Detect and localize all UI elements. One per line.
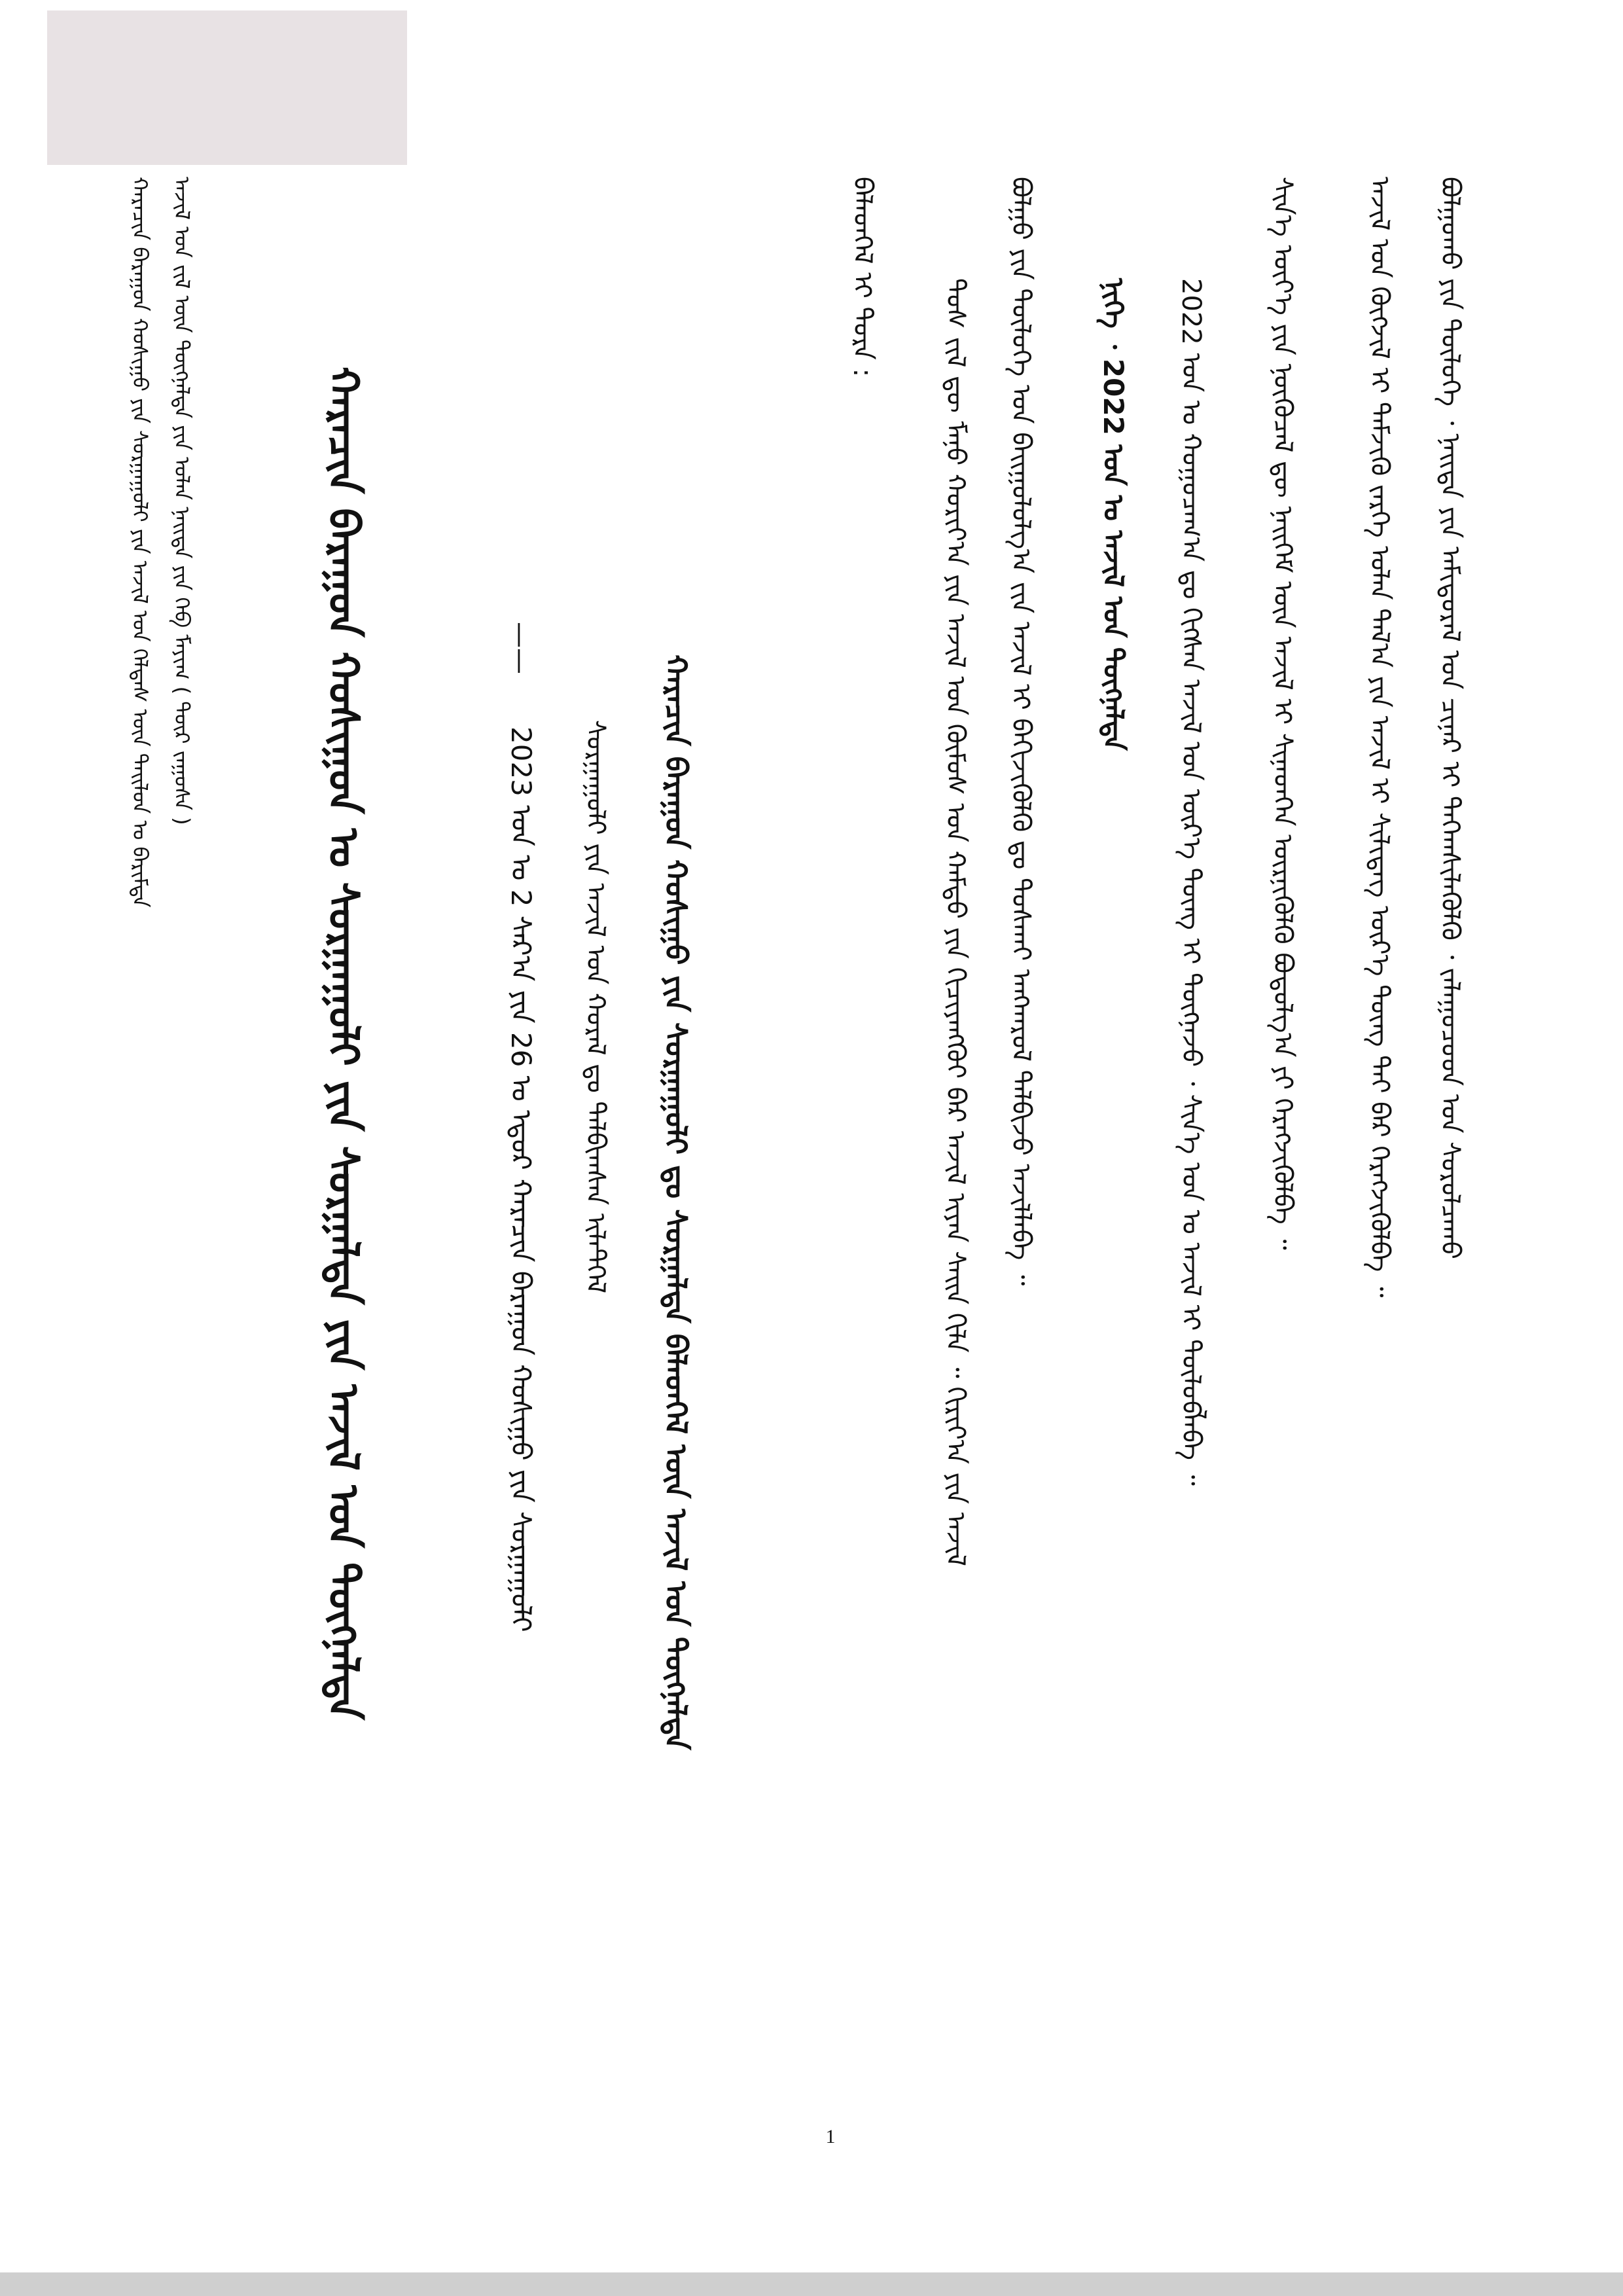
paragraph-1-line-4: 2022 ᠣᠨ ᠤ ᠬᠤᠭᠤᠴᠠᠭ᠎ᠠ ᠳᠤ ᠬᠢᠭᠰᠡᠨ ᠠᠵᠢᠯ ᠤᠨ ᠦᠷ᠎ᠡ ᠳᠦᠩ ᠢ ᠳᠦᠭᠨᠡᠵᠦ ᠂ ᠰᠢᠨ᠎ᠡ ᠣᠨ ᠤ ᠠᠵᠢᠯ ᠢ ᠲᠥᠯᠥᠪᠯᠡᠪᠡ ᠃	[1176, 278, 1206, 1486]
footer-line-1: ᠠᠵᠢᠯ ᠤᠨ ᠵᠢᠯ ᠦᠨ ᠳᠦᠭᠨᠡᠯᠲᠡ ᠶᠢᠨ ᠣᠯᠠᠨ ᠨᠡᠢᠲᠡ ᠶᠢᠨ ᠬᠡᠪ ᠮᠠᠶᠢᠭ ( ᠲᠦᠷ ᠵᠠᠭᠤᠰᠠ )	[169, 177, 194, 825]
viewer-bottom-bar	[0, 2272, 1623, 2296]
main-title: ᠬᠠᠷᠠᠴᠢᠨ ᠪᠠᠷᠠᠭᠤᠨ ᠬᠣᠰᠢᠭᠤᠨ ᠤ ᠰᠤᠷᠭᠠᠭᠤᠯᠢ ᠶᠢᠨ ᠰᠤᠷᠭᠠᠯᠲᠠ ᠶᠢᠨ ᠠᠵᠢᠯ ᠤᠨ ᠳᠦᠭᠨᠡᠯᠲᠡ	[319, 367, 367, 1720]
footer-line-2: ᠬᠠᠷᠠᠴᠢᠨ ᠪᠠᠷᠠᠭᠤᠨ ᠬᠣᠰᠢᠭᠤ ᠶᠢᠨ ᠰᠤᠷᠭᠠᠭᠤᠯᠢ ᠶᠢᠨ ᠠᠵᠢᠯ ᠤᠨ ᠬᠡᠯᠲᠡᠰ ᠦᠨ ᠲᠠᠢᠯᠤᠨ ᠤ ᠪᠠᠷᠢᠮᠲᠠ	[128, 177, 152, 908]
header-redaction-block	[47, 10, 407, 165]
paragraph-1-line-3: ᠰᠢᠨ᠎ᠡ ᠦᠶ᠎ᠡ ᠶᠢᠨ ᠨᠥᠬᠦᠴᠡᠯ ᠳᠦ ᠨᠡᠢᠭᠡᠮ ᠦᠨ ᠠᠵᠢᠯ ᠢ ᠰᠢᠨᠡᠳᠬᠡᠨ ᠥᠷᠨᠢᠭᠦᠯᠬᠦ ᠪᠣᠳᠤᠯᠭ᠎ᠠ ᠶᠢ ᠬᠡᠷᠡᠭᠵᠢᠭᠦᠯᠪᠡ ᠃	[1268, 177, 1298, 1250]
section-subheading: ᠨᠢᠭᠡ ᠂ 2022 ᠣᠨ ᠤ ᠠᠵᠢᠯ ᠤᠨ ᠳᠦᠭᠨᠡᠯᠲᠡ	[1097, 278, 1130, 751]
report-date-dash: ——	[505, 622, 535, 674]
paragraph-2-line-1: ᠪᠣᠯᠭᠤ ᠶᠢᠨ ᠲᠥᠯᠥᠭᠡ ᠤᠨ ᠪᠠᠢᠭᠤᠯᠤᠯᠭ᠎ᠠ ᠵᠢᠨ ᠠᠵᠢᠯ ᠢ ᠪᠡᠬᠢᠵᠢᠭᠦᠯᠬᠦ ᠳᠤ ᠲᠤᠰᠬᠠᠢ ᠠᠩᠬᠠᠷᠤᠯ ᠲᠠᠯᠪᠢᠵᠤ ᠠᠵᠢᠯᠯᠠᠪᠠ ᠃	[1006, 177, 1036, 1286]
page-number: 1	[825, 2126, 836, 2147]
paragraph-1-line-1: ᠪᠤᠯᠭᠤᠬᠤ ᠶᠢᠨ ᠲᠥᠯᠥᠭᠡ ᠂ ᠨᠡᠢᠲᠡ ᠶᠢᠨ ᠠᠮᠢᠳᠤᠷᠠᠯ ᠤᠨ ᠴᠢᠨᠠᠷ ᠢ ᠳᠡᠭᠡᠭ᠍ᠰᠢᠯᠡᠭᠦᠯᠬᠦ ᠂ ᠵᠠᠯᠠᠭᠤᠴᠤᠳ ᠤᠨ ᠰᠤᠷᠤᠯᠴᠠᠬᠤ	[1435, 177, 1465, 1259]
report-title-line-1: ᠬᠠᠷᠠᠴᠢᠨ ᠪᠠᠷᠠᠭᠤᠨ ᠬᠣᠰᠢᠭᠤ ᠶᠢᠨ ᠰᠤᠷᠭᠠᠭᠤᠯᠢ ᠳᠤ ᠰᠤᠷᠭᠠᠯᠲᠠ ᠪᠡᠯᠡᠳᠬᠡᠯ ᠦᠨ ᠠᠵᠢᠯ ᠤᠨ ᠳᠦᠭᠨᠡᠯᠲᠡ	[658, 655, 694, 1750]
report-date-line: 2023 ᠣᠨ ᠤ 2 ᠰᠠᠷ᠎ᠠ ᠶᠢᠨ 26 ᠤ ᠡᠳᠦᠷ ᠬᠠᠷᠠᠴᠢᠨ ᠪᠠᠷᠠᠭᠤᠨ ᠬᠣᠰᠢᠭᠤ ᠶᠢᠨ ᠰᠤᠷᠭᠠᠭᠤᠯᠢ	[505, 726, 537, 1632]
report-title-line-2: ᠰᠤᠷᠭᠠᠭᠤᠯᠢ ᠶᠢᠨ ᠠᠵᠢᠯ ᠤᠨ ᠬᠤᠷᠠᠯ ᠳᠤ ᠲᠠᠯᠪᠢᠭᠰᠠᠨ ᠢᠯᠡᠲᠬᠡᠯ	[580, 720, 611, 1294]
paragraph-2-line-3: ᠪᠡᠯᠡᠳᠬᠡᠯ ᠢ ᠳᠤᠷᠠ :	[847, 177, 878, 378]
paragraph-2-line-2: ᠲᠤᠰ ᠵᠢᠯ ᠳᠦ ᠮᠠᠨᠤ ᠬᠤᠷᠢᠶ᠎ᠠ ᠶᠢᠨ ᠠᠵᠢᠯ ᠤᠨ ᠬᠦᠮᠦᠰ ᠤᠨ ᠬᠠᠮᠲᠤ ᠶᠢᠨ ᠬᠢᠴᠢᠶᠡᠩᠭᠦᠢ ᠪᠡᠷ ᠠᠵᠢᠯ ᠢᠶᠠᠨ ᠰᠠᠢᠨ ᠬᠢᠯᠡ ᠃ ᠬᠢᠷᠢᠶ᠎ᠠ ᠶᠢᠨ ᠠᠵᠢᠯ	[940, 278, 971, 1567]
paragraph-1-line-2: ᠠᠵᠢᠯ ᠤᠨ ᠬᠥᠭᠵᠢᠯ ᠢ ᠳᠡᠮᠵᠢᠬᠦ ᠵᠡᠷᠭᠡ ᠣᠯᠠᠨ ᠲᠠᠯ᠎ᠠ ᠶᠢᠨ ᠠᠵᠢᠯ ᠢ ᠰᠢᠯᠢᠳᠡᠭ ᠦᠷ᠎ᠡ ᠳᠦᠩ ᠲᠠᠢ ᠪᠠᠷ ᠬᠡᠷᠡᠭᠵᠢᠭᠦᠯᠪᠡ ᠃	[1364, 177, 1395, 1298]
